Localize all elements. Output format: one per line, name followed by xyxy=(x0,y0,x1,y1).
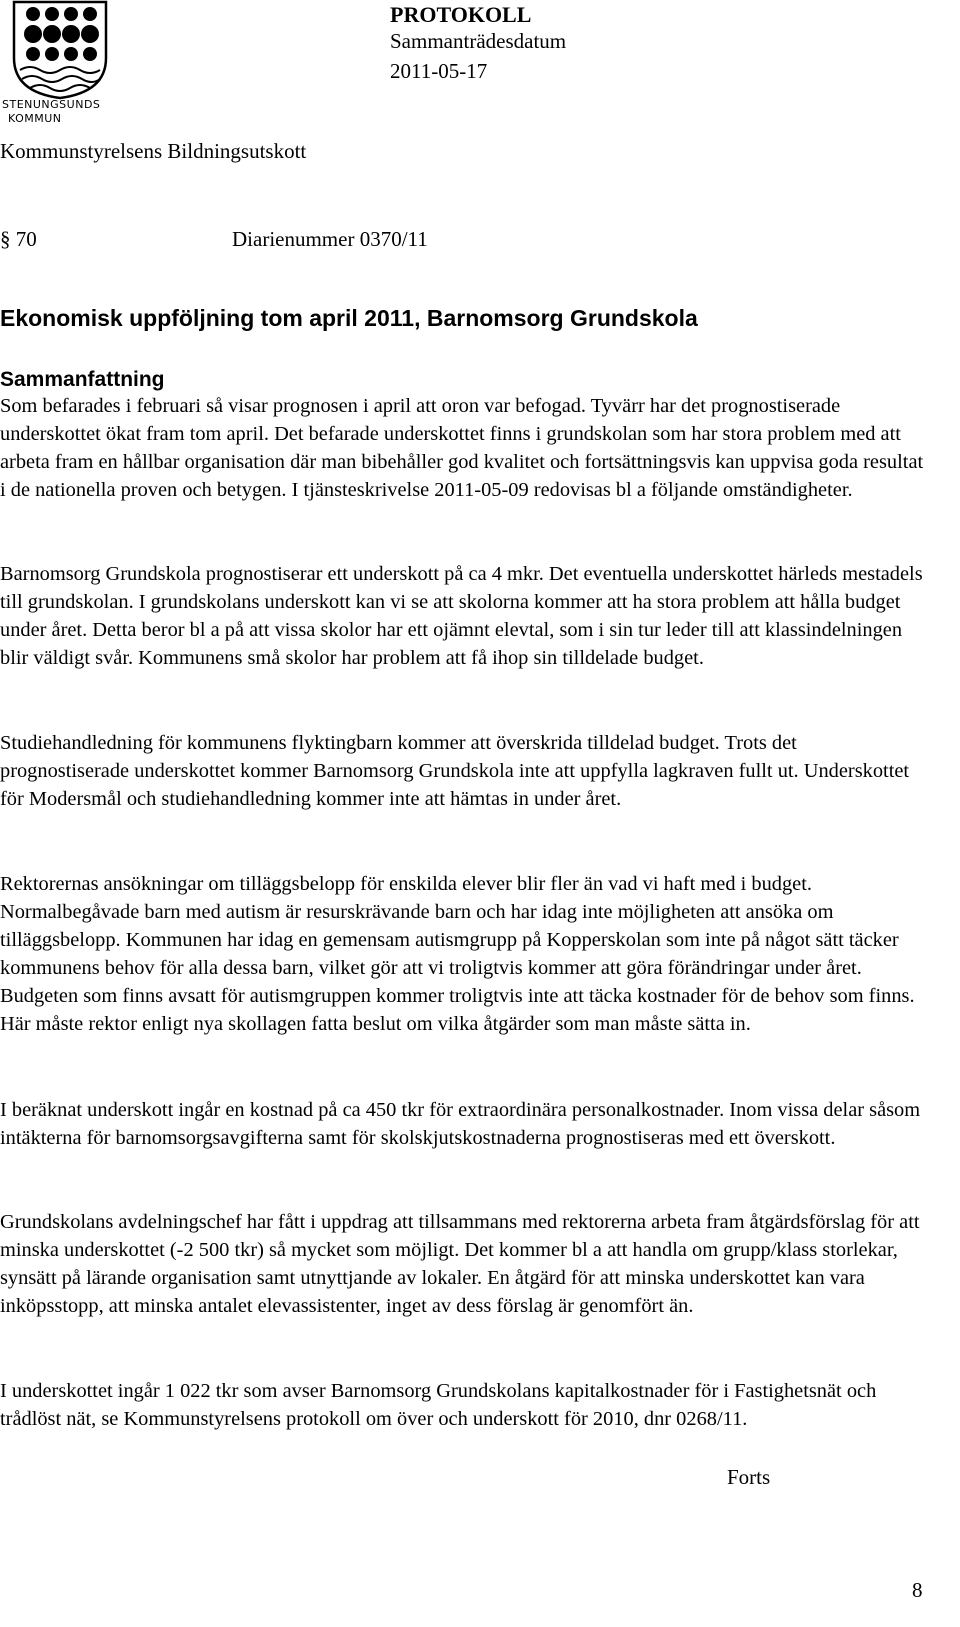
document-title: Ekonomisk uppföljning tom april 2011, Barnomsorg Grundskola xyxy=(0,305,698,331)
continued-note: Forts xyxy=(727,1465,771,1489)
protocol-title: PROTOKOLL xyxy=(390,2,532,27)
paragraph-text-1: Som befarades i februari så visar prognosen i april att oron var befogad. Tyvärr har det prognostiserade underskottet ökat fram tom april. Det befarade underskottet finns i grundskolan som har stora problem med att arbeta fram en hållbar organisation där man bibehåller god kvalitet och fortsättningsvis kan uppvisa goda resultat i de nationella proven och betygen. I tjänsteskrivelse 2011-05-09 redovisas bl a följande omständigheter. xyxy=(0,395,924,501)
meeting-date-label: Sammanträdesdatum xyxy=(390,29,567,53)
paragraph-info xyxy=(0,227,428,252)
body-paragraph xyxy=(0,560,928,672)
meeting-date: 2011-05-17 xyxy=(390,59,488,83)
page-number: 8 xyxy=(912,1578,923,1602)
paragraph-text-6: Grundskolans avdelningschef har fått i uppdrag att tillsammans med rektorerna arbeta fram åtgärdsförslag för att minska underskottet (-2 500 tkr) så mycket som möjligt. Det kommer bl a att handla om grupp/klass storlekar, synsätt på lärande organisation samt utnyttjande av lokaler. En åtgärd för att minska underskottet kan vara inköpsstopp, att minska antalet elevassistenter, inget av dess förslag är genomfört än. xyxy=(0,1211,920,1317)
paragraph-text-3: Studiehandledning för kommunens flyktingbarn kommer att överskrida tilldelad budget. Trots det prognostiserade underskottet kommer Barnomsorg Grundskola inte att uppfylla lagkraven fullt ut. Underskottet för Modersmål och studiehandledning kommer inte att hämtas in under året. xyxy=(0,732,910,810)
paragraph-text-4: Rektorernas ansökningar om tilläggsbelopp för enskilda elever blir fler än vad vi haft med i budget. Normalbegåvade barn med autism är resurskrävande barn och har idag inte möjligheten att ansöka om tilläggsbelopp. Kommunen har idag en gemensam autismgrupp på Kopperskolan som inte på något sätt täcker kommunens behov för alla dessa barn, vilket gör att vi troligtvis kommer att göra förändringar under året. Budgeten som finns avsatt för autismgruppen kommer troligtvis inte att täcka kostnader för de behov som finns. Här måste rektor enligt nya skollagen fatta beslut om vilka åtgärder som man måste sätta in. xyxy=(0,873,915,1035)
coat-of-arms-icon xyxy=(0,0,120,100)
committee-name: Kommunstyrelsens Bildningsutskott xyxy=(0,139,307,163)
logo-name-line1: STENUNGSUNDS xyxy=(2,98,101,111)
paragraph-text-5: I beräknat underskott ingår en kostnad på ca 450 tkr för extraordinära personalkostnader. Inom vissa delar såsom intäkterna för barnomsorgsavgifterna samt för skolskjutskostnaderna prognostiseras med ett överskott. xyxy=(0,1099,921,1149)
logo-name-line2: KOMMUN xyxy=(8,112,62,125)
body-paragraph xyxy=(0,392,928,504)
paragraph-text-7: I underskottet ingår 1 022 tkr som avser Barnomsorg Grundskolans kapitalkostnader för i Fastighetsnät och trådlöst nät, se Kommunstyrelsens protokoll om över och underskott för 2010, dnr 0268/11. xyxy=(0,1380,877,1430)
municipal-logo xyxy=(0,0,120,128)
summary-heading: Sammanfattning xyxy=(0,368,165,391)
body-paragraph xyxy=(0,729,928,813)
body-paragraph xyxy=(0,1208,928,1320)
body-paragraph xyxy=(0,1377,928,1433)
body-paragraph xyxy=(0,870,928,1038)
paragraph-text-2: Barnomsorg Grundskola prognostiserar ett underskott på ca 4 mkr. Det eventuella underskottet härleds mestadels till grundskolan. I grundskolans underskott kan vi se att skolorna kommer att ha stora problem att hålla budget under året. Detta beror bl a på att vissa skolor har ett ojämnt elevtal, som i sin tur leder till att klassindelningen blir väldigt svår. Kommunens små skolor har problem att få ihop sin tilldelade budget. xyxy=(0,563,923,669)
body-paragraph xyxy=(0,1096,928,1152)
paragraph-number: § 70 xyxy=(0,227,37,251)
diarienummer: Diarienummer 0370/11 xyxy=(232,227,428,251)
